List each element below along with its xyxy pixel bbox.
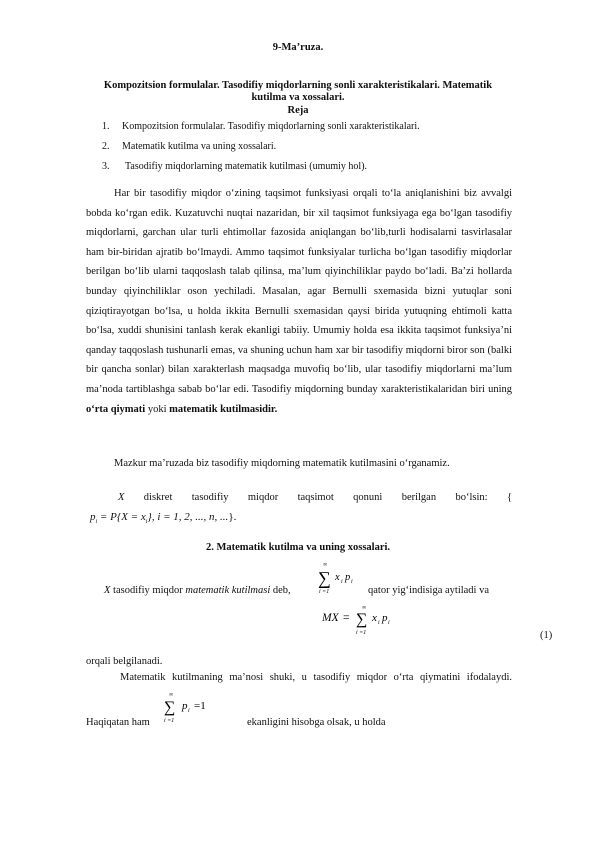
denoted-line: orqali belgilanadi. xyxy=(86,656,163,667)
brace-close: }. xyxy=(228,511,237,523)
series-note: qator yig‘indisiga aytiladi va xyxy=(368,585,490,596)
plan-item-text: Kompozitsion formulalar. Tasodifiy miqdorlarning sonli xarakteristikalari. xyxy=(122,121,420,132)
intro-joiner: yoki xyxy=(147,403,167,415)
brace-open: { xyxy=(506,492,512,503)
sum-probabilities xyxy=(163,688,223,730)
word: qonuni xyxy=(353,492,383,503)
plan-item-number: 2. xyxy=(102,141,110,152)
sum-icon xyxy=(318,560,358,600)
svg-text:∑: ∑ xyxy=(318,568,331,588)
svg-text:i =1: i =1 xyxy=(356,630,367,636)
lecture-title: 9-Ma’ruza. xyxy=(272,42,324,53)
aim-line: Mazkur ma’ruzada biz tasodifiy miqdorning matematik kutilmasini o‘rganamiz. xyxy=(114,458,450,469)
term-mean-value: o‘rta qiymati xyxy=(86,403,146,415)
expectation-formula xyxy=(322,603,412,639)
definition-text: tasodifiy miqdor xyxy=(113,585,183,596)
word: taqsimot xyxy=(297,492,334,503)
equation-number: (1) xyxy=(540,630,553,641)
word: tasodifiy xyxy=(191,492,229,503)
svg-text:p: p xyxy=(182,700,188,712)
svg-text:x: x xyxy=(335,572,340,583)
svg-text:i: i xyxy=(351,579,353,585)
expectation-definition xyxy=(104,585,291,596)
plan-item-text: Matematik kutilma va uning xossalari. xyxy=(122,141,277,152)
svg-text:i: i xyxy=(388,620,390,626)
word: diskret xyxy=(143,492,173,503)
plan-item-number: 3. xyxy=(102,161,110,172)
intro-body: Har bir tasodifiy miqdor o‘zining taqsimot funksiyasi orqali to‘la aniqlanishini biz avvalgi bobda ko‘rgan edik. Kuzatuvchi nuqtai nazaridan, bir xil taqsimot funksiyaga ega bo‘lgan tasodifiy miqdorlarni, garchan ular turli ehtimollar fazosida aniqlangan bo‘lib,turli hodisalarni tasvirlasalar ham bir-biridan ajratib bo‘lmaydi. Ammo taqsimot funksiyalar turlicha bo‘lgan tasodifiy miqdorlar berilgan bo‘lib ularni taqqoslash talab qilinsa, ma’lum qiyinchiliklar paydo bo‘ladi. Ba’zi hollarda bunday qiyinchiliklar oson yechiladi. Masalan, agar Bernulli sxemasida bizni yutuqlar soni qiziqtirayotgan bo‘lsa, u holda ikkita Bernulli sxemasidan qaysi birida yutuqning ehtimoli katta bo‘lsa, xuddi shunisini tanlash kerak ekanligi tabiiy. Umumiy holda esa ikkita taqsimot funksiya’ni qanday taqqoslash tushunarli emas, va shuning uchun ham xar bir tasodifiy miqdorni biror son (balki bir qancha sonlar) bilan xarakterlash maqsadga muvofiq bo‘lib, ular tasodifiy miqdorlarni ma’lum ma’noda tartiblashga sabab bo‘lar edi. Tasodifiy miqdorning bunday xarakteristikalaridan biri uning xyxy=(86,188,512,395)
svg-text:i =1: i =1 xyxy=(319,589,330,595)
plan-item-text: Tasodifiy miqdorlarning matematik kutilmasi (umumiy hol). xyxy=(125,161,368,172)
plan-item-number: 1. xyxy=(102,121,110,132)
formula-graphic xyxy=(322,603,412,639)
var-x: X xyxy=(118,492,125,503)
var-x: X xyxy=(104,585,111,596)
lecture-subtitle: Kompozitsion formulalar. Tasodifiy miqdorlarning sonli xarakteristikalari. Matematik kutilma va xossalari. xyxy=(103,80,493,103)
svg-text:i: i xyxy=(188,708,190,714)
word: berilgan xyxy=(401,492,437,503)
svg-text:i =1: i =1 xyxy=(164,718,175,724)
intro-paragraph xyxy=(86,184,512,419)
sum-icon xyxy=(163,688,223,730)
series-sum xyxy=(318,560,358,600)
svg-text:=: = xyxy=(343,612,350,624)
section-2-title: 2. Matematik kutilma va uning xossalari. xyxy=(205,542,391,553)
svg-text:=1: =1 xyxy=(194,700,206,712)
definition-after: deb, xyxy=(272,585,291,596)
svg-text:x: x xyxy=(372,612,377,624)
svg-text:p: p xyxy=(382,612,388,624)
svg-text:∞: ∞ xyxy=(362,605,367,611)
svg-text:i: i xyxy=(341,579,343,585)
distribution-formula: $p_i = P\{X = x_i\}$, i = 1, 2, ..., n, ...}. xyxy=(90,511,237,526)
word: miqdor xyxy=(247,492,279,503)
svg-text:∞: ∞ xyxy=(169,692,174,698)
svg-text:i: i xyxy=(378,620,380,626)
svg-text:p: p xyxy=(345,572,351,583)
svg-text:∞: ∞ xyxy=(323,562,328,568)
svg-text:∑: ∑ xyxy=(356,611,368,628)
meaning-line: Matematik kutilmaning ma’nosi shuki, u tasodifiy miqdor o‘rta qiymatini ifodalaydi. xyxy=(120,672,512,683)
definition-term: matematik kutilmasi xyxy=(185,585,271,596)
svg-text:∑: ∑ xyxy=(164,699,176,716)
plan-heading: Reja xyxy=(287,105,309,116)
svg-text:MX: MX xyxy=(322,612,339,624)
indeed-start: Haqiqatan ham xyxy=(86,717,150,728)
word: bo‘lsin: xyxy=(455,492,488,503)
discrete-definition-line xyxy=(86,492,512,503)
term-expectation: matematik kutilmasidir. xyxy=(169,403,278,415)
indeed-end: ekanligini hisobga olsak, u holda xyxy=(247,717,386,728)
